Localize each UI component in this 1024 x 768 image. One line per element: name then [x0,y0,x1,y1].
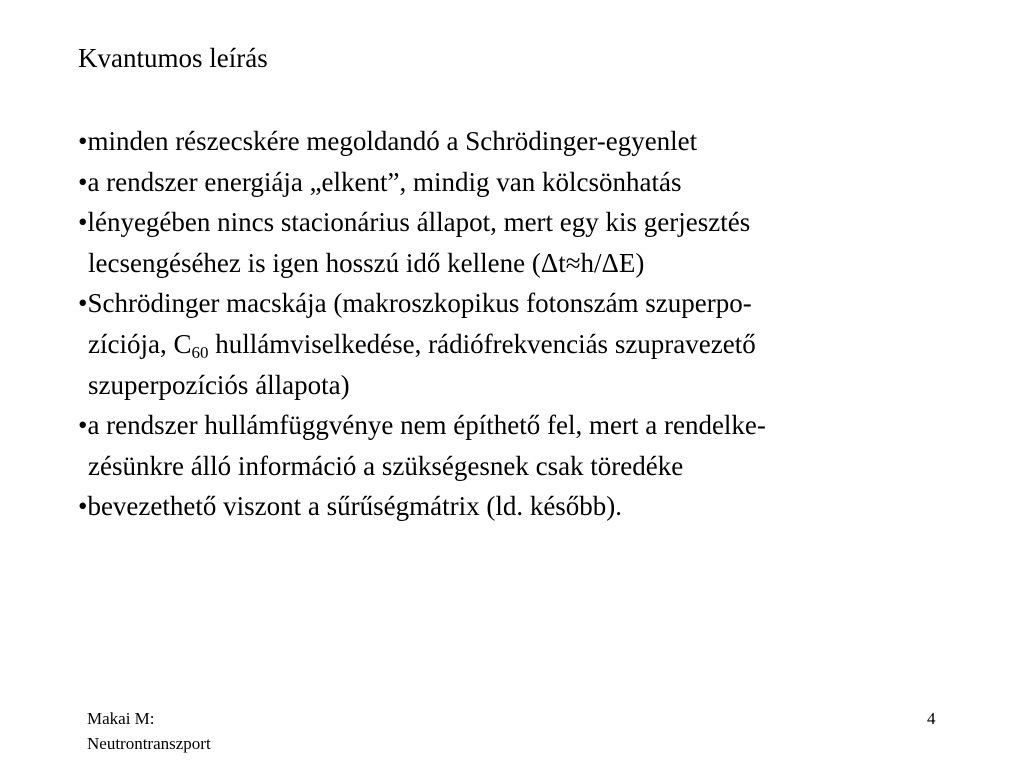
bullet-continuation [78,324,978,365]
page-number: 4 [927,709,936,728]
bullet-line: •Schrödinger macskája (makroszkopikus fotonszám szuperpo- [78,288,752,319]
bullet-line: •a rendszer hullámfüggvénye nem építhető fel, mert a rendelke- [78,410,766,441]
bullet-list [78,121,978,527]
bullet-text: hullámviselkedése, rádiófrekvenciás szupravezető [208,328,756,359]
footer-author [87,706,211,756]
bullet-line: •minden részecskére megoldandó a Schrödinger-egyenlet [78,126,698,156]
footer-course-name: Neutrontranszport [87,734,211,753]
bullet-line: •lényegében nincs stacionárius állapot, mert egy kis gerjesztés [78,207,751,238]
bullet-continuation: zésünkre álló információ a szükségesnek csak töredéke [88,450,684,481]
bullet-continuation: lecsengéséhez is igen hosszú idő kellene (Δt≈h/ΔE) [88,247,645,278]
bullet-continuation: szuperpozíciós állapota) [88,369,350,400]
subscript: 60 [191,342,209,362]
bullet-line: •a rendszer energiája „elkent”, mindig van kölcsönhatás [78,166,682,197]
slide-title: Kvantumos leírás [78,43,268,73]
bullet-line: •bevezethető viszont a sűrűségmátrix (ld. később). [78,491,623,522]
footer-author-name: Makai M: [87,709,155,728]
bullet-text: zíciója, C [88,328,192,359]
